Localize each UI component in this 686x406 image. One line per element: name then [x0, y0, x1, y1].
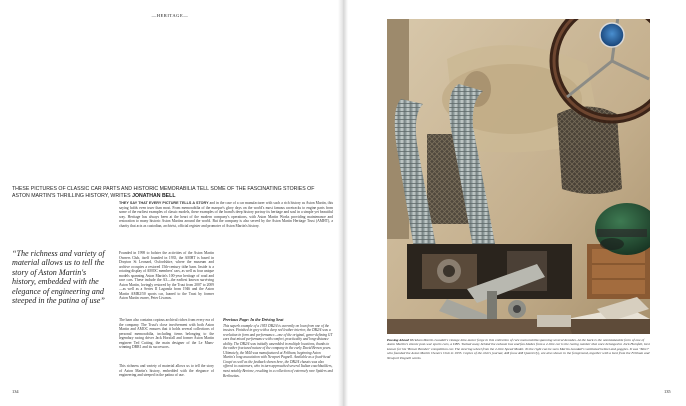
previous-page-caption [223, 318, 333, 386]
lead-caps: THEY SAY THAT EVERY PICTURE TELLS A STORY [119, 201, 209, 205]
photo-caption-body: Wickham Martin-Goodall's vintage lobe-motor forge in this collection of rare memorabilia spanning several decades. At the back is the unmistakeable form of one of Aston Martin's classic post-war sports cars, a DB5. Tucked away behind the exhaust box and fan blades from a 2-litre car is the racing number that once belonged to Jock Horsfall, best known for his 'Brown Bomber' competition car. The steering wheel from the 2-litre Speed Model. To the right can be seen Martin-Goodall's ventilated helmet and goggles. It was "Mort" who founded the Aston Martin Owners Club in 1935. Copies of the club's journal, AM (now AM Quarterly), are also shown in the foreground, together with a bust from the Feltham and Newport Pagnell works. [387, 338, 650, 360]
photo-caption [387, 338, 650, 360]
lead-paragraph [119, 201, 333, 228]
page-gutter [338, 0, 348, 406]
body-column-2: The barn also contains copious archival riches from every era of the company. The Trust's close involvement with both Aston Martin and AMOC ensures that it holds several collections of personal memorabilia, including items belonging to the legendary racing driver Jack Horsfall and former Aston Martin engineer Ted Cutting, the main designer of the Le Mans-winning DBR1 and its successors. [119, 318, 214, 350]
memorabilia-illustration [387, 19, 650, 334]
section-label: —HERITAGE— [151, 13, 189, 18]
intro-author: JONATHAN BELL [132, 192, 176, 199]
intro-standfirst [12, 186, 330, 199]
page-number-left: 134 [12, 389, 19, 394]
previous-page-caption-title: Previous Page: In the Driving Seat [223, 318, 284, 322]
pull-quote: “The richness and variety of material allows us to tell the story of Aston Martin's history, embedded with the elegance of engineering and steeped in the patina of use” [12, 249, 105, 306]
body-column-3: This richness and variety of material allows us to tell the story of Aston Martin's history, embedded with the elegance of engineering and steeped in the patina of use. [119, 364, 214, 378]
page-number-right: 135 [664, 389, 671, 394]
photo-caption-title: Passing Ahead [387, 338, 409, 342]
previous-page-caption-body: This superb example of a 1953 DB2/4 is currently on loan from one of the trustees. Finished in grey with a deep red leather interior, the DB2/4 was a revelation in form and performance—one of the original, genre-defining GT cars that mixed performance with comfort, practicality and long-distance ability. The DB2/4 was initially assembled in multiple locations, thanks to the rather fractured nature of the company in the early David Brown years. Ultimately, the M44 was manufactured at Feltham, beginning Aston Martin's long association with Newport Pagnell. Available as a fixed-head Coupé as well as the fastback shown here, the DB2/4 chassis was also offered to customers, who in turn approached several Italian coachbuilders, most notably Bertone, resulting in a collection of extremely rare Spiders and Berlinettas. [223, 323, 333, 378]
memorabilia-photo [387, 19, 650, 334]
intro-text: THESE PICTURES OF CLASSIC CAR PARTS AND HISTORIC MEMORABILIA TELL SOME OF THE FASCINATING STORIES OF ASTON MARTIN'S THRILLING HISTORY, WRITES [12, 186, 315, 199]
lead-text: and in the case of a car manufacturer with such a rich history as Aston Martin, this saying holds even truer than most. From memorabilia of the marque's glory days on the world's most famous racetracks to engine parts from some of the earliest examples of classic models, these examples of the brand's deep history portray its heritage and soul in a simple yet beautiful way. Heritage has always been at the heart of the modern company's operations, with Aston Martin Works providing maintenance and restoration to many historic Aston Martins around the world. But the company is also served by the Aston Martin Heritage Trust (AMHT), a charity that acts as custodian, archivist, official register and promoter of Aston Martin's history. [119, 201, 334, 228]
body-column-1: Founded in 1998 to bolster the activities of the Aston Martin Owners Club, itself founded in 1935, the AMHT is based in Drayton St Leonard, Oxfordshire, where the museum and archive occupies a restored 15th-century tithe barn. Inside is a rotating display of AMOC members' cars, as well as four unique models spanning Aston Martin's 100-year heritage of road and race cars. These include the A3—the earliest known surviving Aston Martin, lovingly restored by the Trust from 2007 to 2009—as well as a Series II Lagonda from 1946 and the Aston Martin AMR2/50 sports car, loaned to the Trust by former Aston Martin owner, Peter Livanos. [119, 251, 214, 301]
